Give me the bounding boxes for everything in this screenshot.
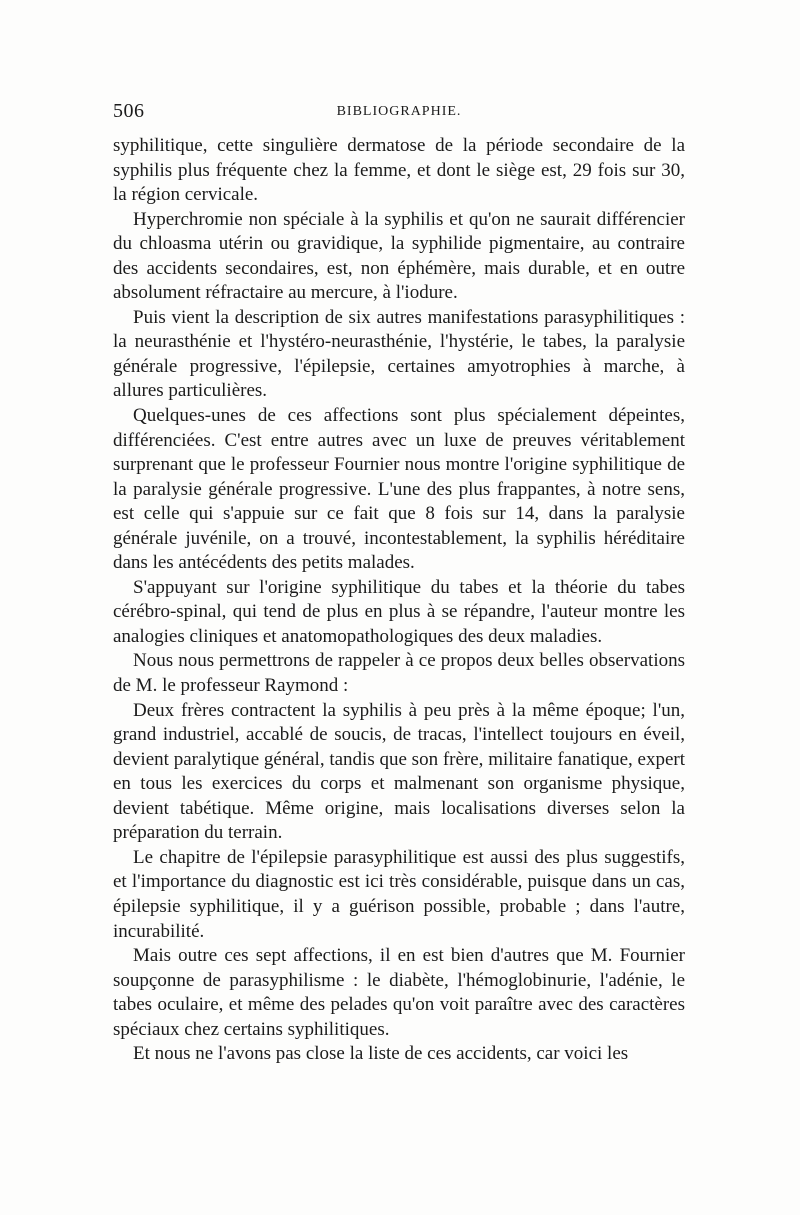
page-header <box>113 100 685 126</box>
paragraph: Le chapitre de l'épilepsie parasyphilitique est aussi des plus suggestifs, et l'importance du diagnostic est ici très considérable, puisque dans un cas, épilepsie syphilitique, il y a guérison possible, probable ; dans l'autre, incurabilité. <box>113 846 685 942</box>
paragraph: Hyperchromie non spéciale à la syphilis et qu'on ne saurait différencier du chloasma utérin ou gravidique, la syphilide pigmentaire, au contraire des accidents secondaires, est, non éphémère, mais durable, et en outre absolument réfractaire au mercure, à l'iodure. <box>113 208 685 304</box>
paragraph: Nous nous permettrons de rappeler à ce propos deux belles observations de M. le professeur Raymond : <box>113 650 685 697</box>
running-title: BIBLIOGRAPHIE. <box>336 104 462 119</box>
body-text <box>113 134 685 1067</box>
paragraph-continuation: syphilitique, cette singulière dermatose de la période secondaire de la syphilis plus fréquente chez la femme, et dont le siège est, 29 fois sur 30, la région cervicale. <box>113 135 685 206</box>
paragraph: S'appuyant sur l'origine syphilitique du tabes et la théorie du tabes cérébro-spinal, qui tend de plus en plus à se répandre, l'auteur montre les analogies cliniques et anatomopathologiques des deux maladies. <box>113 576 685 647</box>
paragraph: Deux frères contractent la syphilis à peu près à la même époque; l'un, grand industriel, accablé de soucis, de tracas, l'intellect toujours en éveil, devient paralytique général, tandis que son frère, militaire fanatique, expert en tous les exercices du corps et malmenant son organisme physique, devient tabétique. Même origine, mais localisations diverses selon la préparation du terrain. <box>113 699 685 844</box>
page-number: 506 <box>113 100 145 122</box>
paragraph: Quelques-unes de ces affections sont plus spécialement dépeintes, différenciées. C'est entre autres avec un luxe de preuves véritablement surprenant que le professeur Fournier nous montre l'origine syphilitique de la paralysie générale progressive. L'une des plus frappantes, à notre sens, est celle qui s'appuie sur ce fait que 8 fois sur 14, dans la paralysie générale juvénile, on a trouvé, incontestablement, la syphilis héréditaire dans les antécédents des petits malades. <box>113 405 685 574</box>
paragraph-last-line: Et nous ne l'avons pas close la liste de ces accidents, car voici les <box>133 1043 629 1065</box>
paragraph: Puis vient la description de six autres manifestations parasyphilitiques : la neurasthénie et l'hystéro-neurasthénie, l'hystérie, le tabes, la paralysie générale progressive, l'épilepsie, certaines amyotrophies à marche, à allures particulières. <box>113 306 685 402</box>
paragraph: Mais outre ces sept affections, il en est bien d'autres que M. Fournier soupçonne de parasyphilisme : le diabète, l'hémoglobinurie, l'adénie, le tabes oculaire, et même des pelades qu'on voit paraître avec des caractères spéciaux chez certains syphilitiques. <box>113 945 685 1040</box>
